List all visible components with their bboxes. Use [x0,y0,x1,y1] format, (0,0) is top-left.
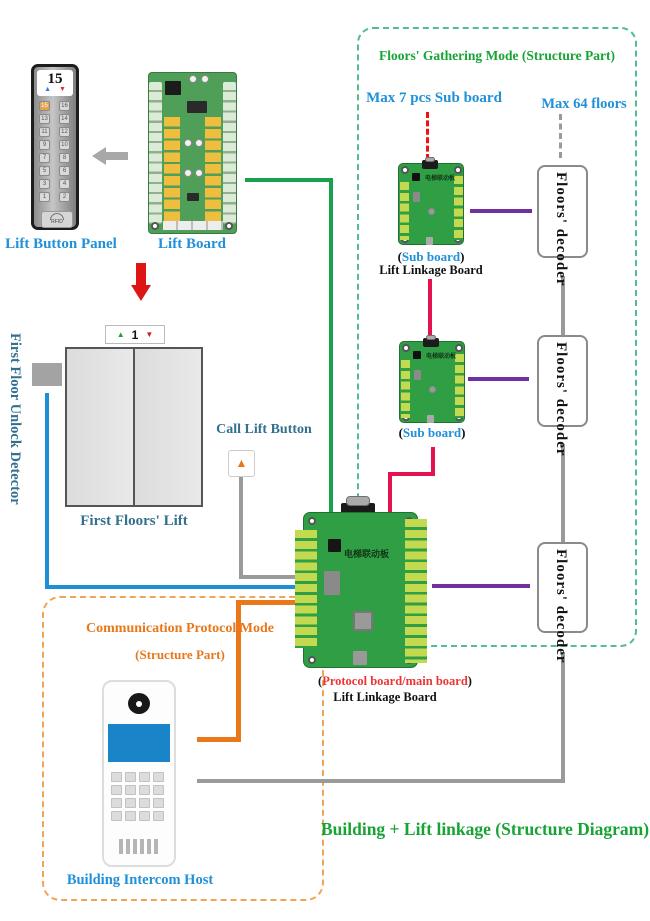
screw-hole [401,166,409,174]
red-line-sub2-h [388,472,435,476]
diagram-title: Building + Lift linkage (Structure Diagram) [320,819,650,839]
lift-board [148,72,237,234]
board-silkscreen-text: 电梯联动板 [425,176,456,182]
board-silkscreen-text: 电梯联动板 [426,354,457,360]
rfid-label: RFID [51,219,63,225]
keypad-key [125,785,136,795]
floor-button: 13 [39,114,50,124]
screw-hole [308,517,316,525]
building-intercom-host [102,680,176,867]
call-lift-button-label: Call Lift Button [216,422,312,437]
sub-board-2-tag [387,425,477,441]
gray-chip [324,571,340,595]
red-line-main-v [388,472,392,512]
screw-hole [402,344,410,352]
up-triangle-icon: ▲ [116,329,125,339]
capacitor [184,169,192,177]
main-board [303,512,418,668]
main-board-name: Protocol board/main board [322,674,468,688]
screw-hole [225,222,233,230]
call-lift-button [228,450,255,477]
down-arrow-icon [136,263,146,286]
keypad-key [111,798,122,808]
floor-button: 7 [39,153,50,163]
capacitor [195,169,203,177]
indicator-floor: 1 [131,327,139,342]
communication-protocol-mode-box [42,596,324,901]
main-board-label: Lift Linkage Board [333,690,437,704]
floor-button: 10 [59,140,70,150]
main-board-db9-connector [346,496,370,506]
bottom-connector-strip [163,221,223,230]
bottom-tab [353,651,367,665]
building-intercom-host-label: Building Intercom Host [66,872,214,888]
camera-icon [128,693,150,714]
keypad-key [125,811,136,821]
blue-line-v [45,393,49,589]
bottom-tab [427,415,434,423]
left-arrow-head-icon [92,147,106,165]
floor-button: 5 [39,166,50,176]
terminal-strip [149,82,162,224]
speaker-grille-icon [119,839,159,854]
floors-decoder-2-label: Floors' decoder [553,342,569,457]
down-triangle-icon: ▼ [59,85,66,93]
buzzer [429,386,436,393]
keypad-key [139,798,150,808]
paren: ( [397,249,402,264]
gathering-mode-title: Floors' Gathering Mode (Structure Part) [379,48,615,63]
sub-board-name: Sub board [401,249,461,264]
keypad-key [153,798,164,808]
gray-chip [414,370,421,380]
purple-line-2 [468,377,529,381]
lift-button-panel [31,64,79,230]
lift-button-panel-label: Lift Button Panel [5,236,117,252]
floor-button: 16 [59,101,70,111]
protocol-mode-title: Communication Protocol Mode [86,621,274,636]
gray-chip [413,192,420,202]
paren: ( [318,674,323,688]
floor-button: 12 [59,127,70,137]
terminal-strip [455,354,464,418]
red-dashed-connector [426,112,429,160]
screw-hole [308,656,316,664]
main-board-tag [314,674,476,689]
gray-line-dec3-v [561,652,565,783]
floor-button: 15 [39,101,50,111]
keypad-key [153,811,164,821]
terminal-strip [400,182,409,240]
max-sub-board-label: Max 7 pcs Sub board [366,90,502,106]
terminal-strip [454,176,463,240]
gray-dashed-connector [559,114,562,158]
connector-chip [165,81,181,95]
floor-button: 4 [59,179,70,189]
floor-button: 6 [59,166,70,176]
keypad-key [125,772,136,782]
blue-line-h [45,585,310,589]
terminal-strip [401,360,410,418]
elevator-door-right [134,349,201,505]
sub-board-1 [398,163,464,245]
gray-line-call-v [239,474,243,579]
capacitor [195,139,203,147]
first-floor-unlock-detector-label: First Floor Unlock Detector [7,333,23,505]
sub-board-name: Sub board [402,425,462,440]
paren: ) [460,249,465,264]
keypad-key [111,785,122,795]
gray-line-bottom-h [197,779,565,783]
floor-button: 9 [39,140,50,150]
relay-column [205,117,221,221]
keypad-key [139,811,150,821]
rfid-pad [41,211,73,228]
purple-line-3 [432,584,530,588]
ic-chip [187,193,199,201]
floor-button: 1 [39,192,50,202]
lift-board-label: Lift Board [158,236,226,252]
capacitor [184,139,192,147]
paren: ( [398,425,403,440]
down-triangle-icon: ▼ [145,329,154,339]
keypad-key [111,811,122,821]
down-arrow-head-icon [131,285,151,301]
keypad-key [125,798,136,808]
left-arrow-icon [106,152,128,160]
sub-board-1-label: Lift Linkage Board [379,263,483,277]
ic-chip [413,351,421,359]
up-triangle-icon: ▲ [44,85,51,93]
keypad-key [153,785,164,795]
floors-decoder-1-label: Floors' decoder [553,172,569,287]
floors-decoder-3-label: Floors' decoder [553,549,569,664]
relay-column [164,117,180,221]
capacitor [201,75,209,83]
paren: ) [467,674,472,688]
floor-button: 2 [59,192,70,202]
ic-chip [328,539,341,552]
elevator-door-left [67,349,134,505]
intercom-keypad [111,772,164,821]
gray-line-dec2-dec3 [561,444,565,542]
top-connector-cap [425,157,435,162]
terminal-strip [223,82,236,224]
keypad-key [153,772,164,782]
top-connector-cap [426,335,436,340]
unlock-detector-box [32,363,62,386]
keypad-key [139,785,150,795]
buzzer [428,208,435,215]
paren: ) [461,425,466,440]
floor-button: 3 [39,179,50,189]
board-silkscreen-text: 电梯联动板 [344,549,390,559]
first-floors-lift-label: First Floors' Lift [80,513,188,529]
orange-line-h1 [197,737,241,742]
intercom-screen [108,724,170,762]
keypad-key [139,772,150,782]
red-line-sub1-sub2 [428,279,432,341]
lift-direction-indicator [105,325,165,344]
bottom-tab [426,237,433,245]
screw-hole [151,222,159,230]
elevator-doors [65,347,203,507]
floor-display-value: 15 [47,71,63,87]
floor-display [37,70,73,96]
green-line-h [245,178,333,182]
max-floors-label: Max 64 floors [541,96,627,112]
floor-button: 14 [59,114,70,124]
purple-line-1 [470,209,532,213]
capacitor [189,75,197,83]
floor-button: 8 [59,153,70,163]
up-triangle-icon: ▲ [235,456,248,470]
keypad-key [111,772,122,782]
green-line-v [329,178,333,512]
sub-board-2 [399,341,465,423]
ic-chip [187,101,207,113]
ic-chip [412,173,420,181]
floor-buttons [39,101,70,202]
relay-module [353,611,373,631]
screw-hole [455,344,463,352]
screw-hole [454,166,462,174]
terminal-strip [405,519,427,663]
protocol-mode-subtitle: (Structure Part) [135,647,225,662]
floor-button: 11 [39,127,50,137]
